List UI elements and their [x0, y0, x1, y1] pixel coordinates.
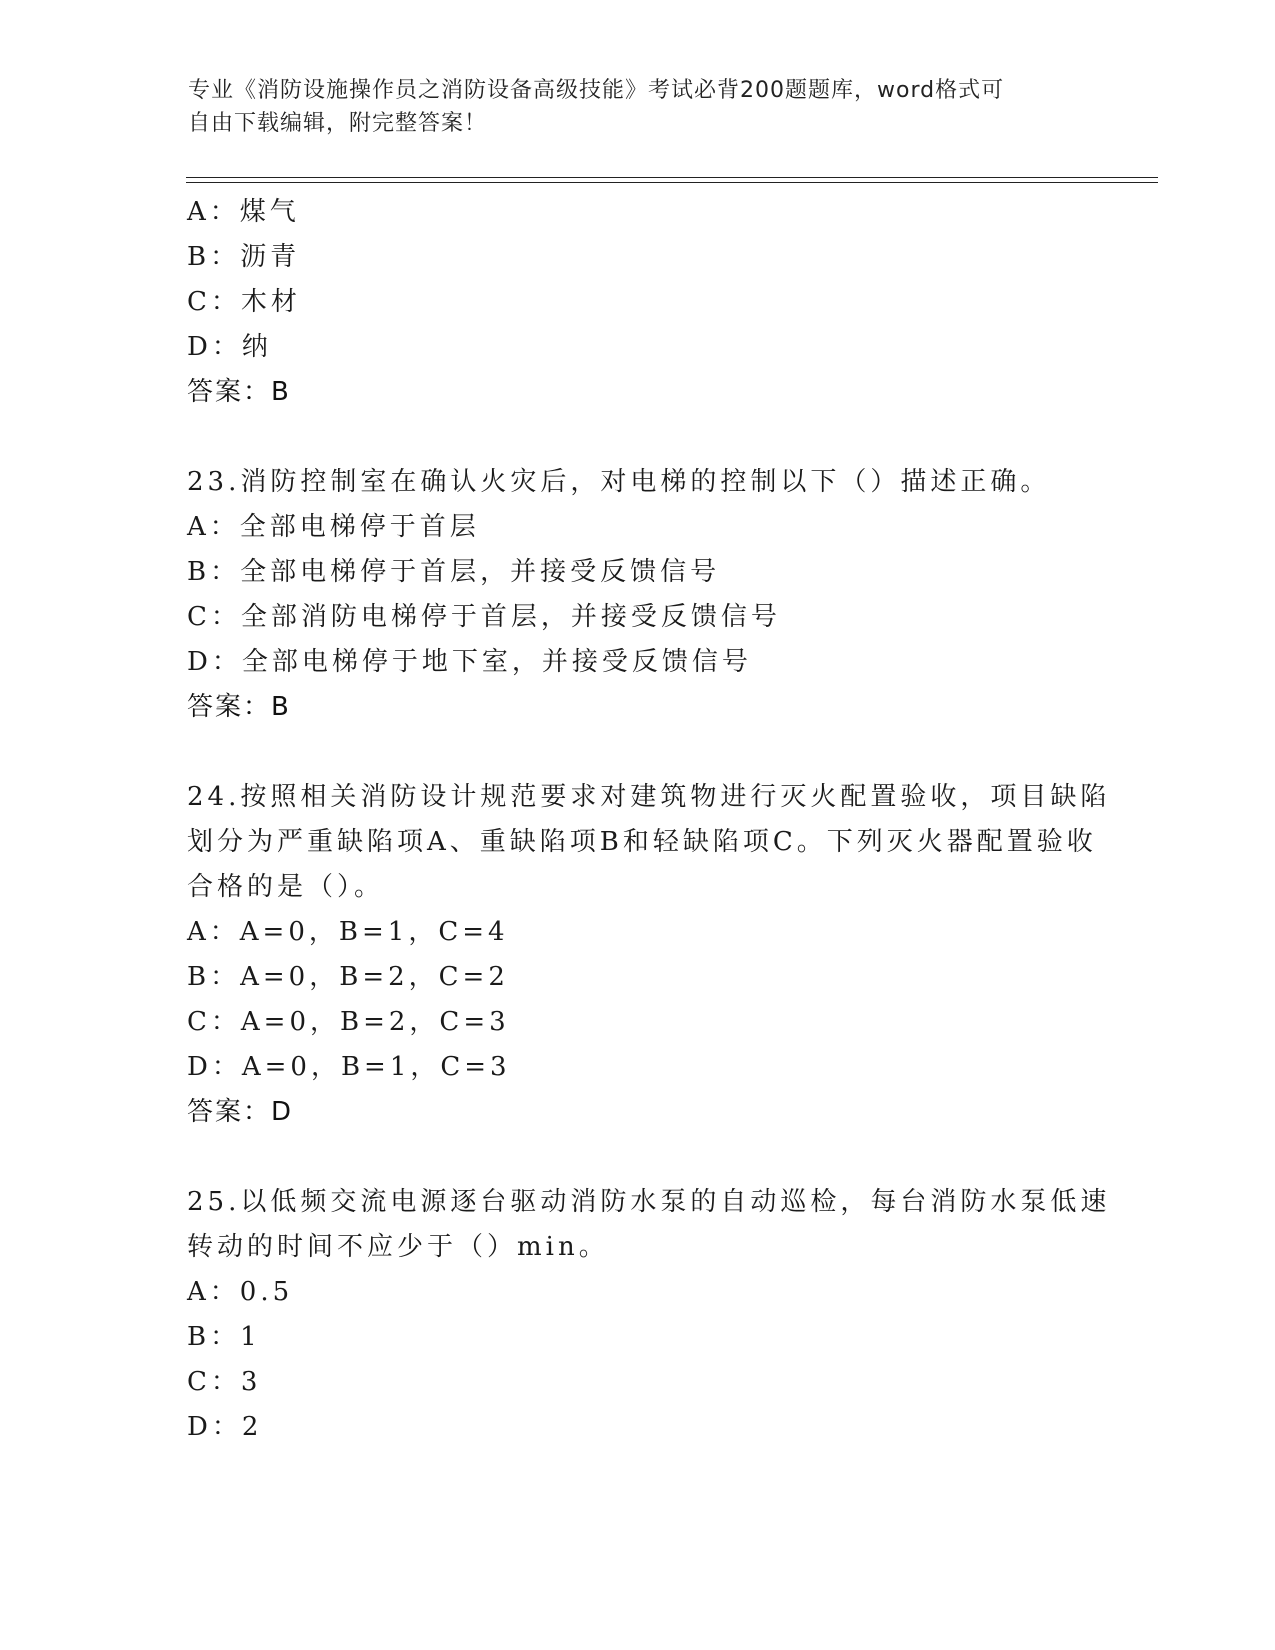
- option-b: B：1: [187, 1322, 261, 1352]
- answer-line: 答案：B: [187, 692, 291, 722]
- question-23: [187, 460, 1087, 730]
- header-line-1: 专业《消防设施操作员之消防设备高级技能》考试必背200题题库，word格式可: [188, 78, 1005, 103]
- header-line-2: 自由下载编辑，附完整答案！: [188, 111, 488, 136]
- question-spacer: [187, 1135, 1087, 1180]
- option-a: A：煤气: [187, 197, 300, 227]
- header-divider: [186, 177, 1158, 183]
- option-c: C：木材: [187, 287, 301, 317]
- option-d: D：纳: [187, 332, 272, 362]
- option-c: C：全部消防电梯停于首层，并接受反馈信号: [187, 602, 781, 632]
- question-stem: 23.消防控制室在确认火灾后，对电梯的控制以下（）描述正确。: [187, 467, 1051, 497]
- option-c: C：3: [187, 1367, 262, 1397]
- answer-line: 答案：D: [187, 1097, 294, 1127]
- question-spacer: [187, 415, 1087, 460]
- option-b: B：沥青: [187, 242, 301, 272]
- option-b: B：A=0，B=2，C=2: [187, 962, 509, 992]
- option-d: D：2: [187, 1412, 263, 1442]
- question-stem-line-2: 划分为严重缺陷项A、重缺陷项B和轻缺陷项C。下列灭火器配置验收: [187, 827, 1097, 857]
- question-stem-line-1: 24.按照相关消防设计规范要求对建筑物进行灭火配置验收，项目缺陷: [187, 782, 1111, 812]
- question-spacer: [187, 730, 1087, 775]
- option-a: A：A=0，B=1，C=4: [187, 917, 509, 947]
- question-stem-line-2: 转动的时间不应少于（）min。: [187, 1232, 609, 1262]
- question-22: [187, 190, 1087, 415]
- option-c: C：A=0，B=2，C=3: [187, 1007, 510, 1037]
- answer-line: 答案：B: [187, 377, 291, 407]
- option-d: D：A=0，B=1，C=3: [187, 1052, 511, 1082]
- question-24: [187, 775, 1111, 1135]
- document-header: [188, 74, 1068, 140]
- option-a: A：0.5: [187, 1277, 294, 1307]
- question-stem-line-3: 合格的是（）。: [187, 872, 385, 902]
- question-stem-line-1: 25.以低频交流电源逐台驱动消防水泵的自动巡检，每台消防水泵低速: [187, 1187, 1111, 1217]
- question-content: [187, 190, 1111, 1450]
- option-a: A：全部电梯停于首层: [187, 512, 480, 542]
- option-b: B：全部电梯停于首层，并接受反馈信号: [187, 557, 721, 587]
- option-d: D：全部电梯停于地下室，并接受反馈信号: [187, 647, 752, 677]
- question-25: [187, 1180, 1111, 1450]
